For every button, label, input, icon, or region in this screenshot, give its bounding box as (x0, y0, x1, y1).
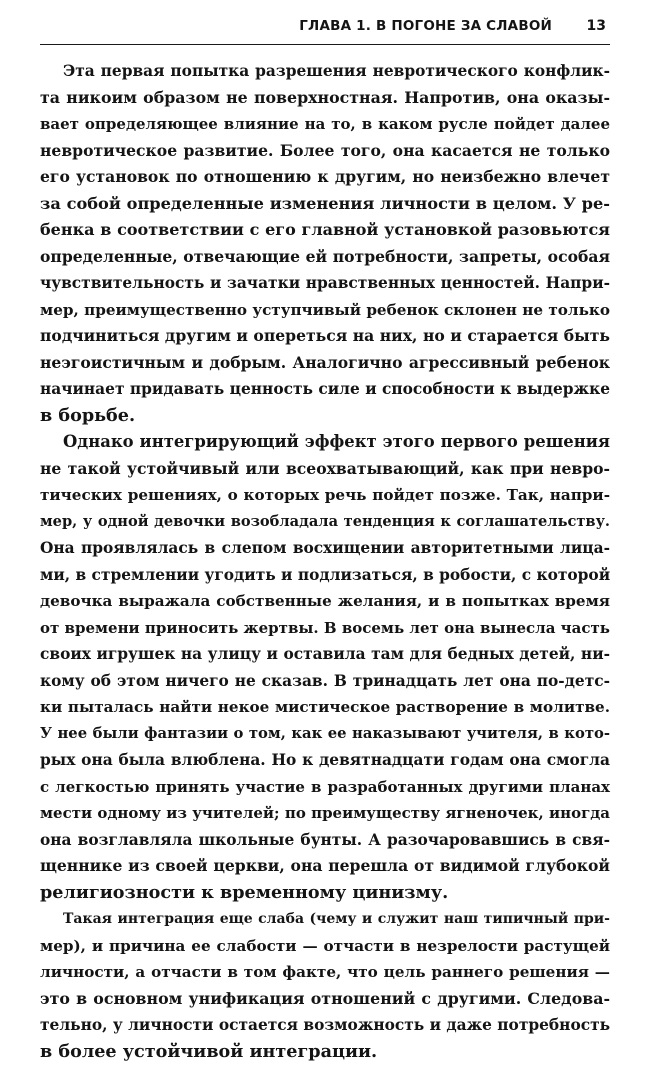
text-line: тических решениях, о которых речь пойдет позже. Так, напри- (40, 482, 610, 509)
text-line: чувствительность и зачатки нравственных ценностей. Напри- (40, 270, 610, 297)
text-line: неэгоистичным и добрым. Аналогично агрессивный ребенок (40, 350, 610, 377)
text-line: религиозности к временному цинизму. (40, 880, 610, 907)
text-line: подчиниться другим и опереться на них, но и старается быть (40, 323, 610, 350)
text-line: ки пыталась найти некое мистическое растворение в молитве. (40, 694, 610, 721)
text-line: девочка выражала собственные желания, и в попытках время (40, 588, 610, 615)
text-line: она возглавляла школьные бунты. А разочаровавшись в свя- (40, 827, 610, 854)
text-line: У нее были фантазии о том, как ее наказывают учителя, в кото- (40, 721, 610, 748)
text-line: та никоим образом не поверхностная. Напротив, она оказы- (40, 85, 610, 112)
text-line: щеннике из своей церкви, она перешла от видимой глубокой (40, 853, 610, 880)
text-line: это в основном унификация отношений с другими. Следова- (40, 986, 610, 1013)
text-line: мести одному из учителей; по преимуществу ягненочек, иногда (40, 800, 610, 827)
running-header (40, 10, 610, 45)
text-line: мер), и причина ее слабости — отчасти в незрелости растущей (40, 933, 610, 960)
text-line: своих игрушек на улицу и оставила там для бедных детей, ни- (40, 641, 610, 668)
text-line: тельно, у личности остается возможность и даже потребность (40, 1012, 610, 1039)
text-line: вает определяющее влияние на то, в каком русле пойдет далее (40, 111, 610, 138)
text-line: начинает придавать ценность силе и способности к выдержке (40, 376, 610, 403)
text-line: с легкостью принять участие в разработанных другими планах (40, 774, 610, 801)
text-line: ми, в стремлении угодить и подлизаться, в робости, с которой (40, 562, 610, 589)
text-line: не такой устойчивый или всеохватывающий, как при невро- (40, 456, 610, 483)
text-line: мер, преимущественно уступчивый ребенок склонен не только (40, 297, 610, 324)
text-line: Она проявлялась в слепом восхищении авторитетными лица- (40, 535, 610, 562)
text-line: его установок по отношению к другим, но неизбежно влечет (40, 164, 610, 191)
text-line: Однако интегрирующий эффект этого первого решения (40, 429, 610, 456)
text-line: мер, у одной девочки возобладала тенденция к соглашательству. (40, 509, 610, 536)
text-line: Эта первая попытка разрешения невротического конфлик- (40, 58, 610, 85)
chapter-title: ГЛАВА 1. В ПОГОНЕ ЗА СЛАВОЙ (299, 18, 552, 34)
text-line: рых она была влюблена. Но к девятнадцати годам она смогла (40, 747, 610, 774)
text-line: в более устойчивой интеграции. (40, 1039, 610, 1065)
page-number: 13 (587, 18, 606, 34)
text-line: личности, а отчасти в том факте, что цель раннего решения — (40, 959, 610, 986)
text-line: бенка в соответствии с его главной установкой разовьются (40, 217, 610, 244)
text-line: кому об этом ничего не сказав. В тринадцать лет она по-детс- (40, 668, 610, 695)
text-line: определенные, отвечающие ей потребности, запреты, особая (40, 244, 610, 271)
text-line: в борьбе. (40, 403, 610, 430)
text-line: от времени приносить жертвы. В восемь лет она вынесла часть (40, 615, 610, 642)
text-line: Такая интеграция еще слаба (чему и служит наш типичный при- (40, 906, 610, 933)
text-line: невротическое развитие. Более того, она касается не только (40, 138, 610, 165)
text-line: за собой определенные изменения личности в целом. У ре- (40, 191, 610, 218)
body-text (40, 58, 610, 1065)
